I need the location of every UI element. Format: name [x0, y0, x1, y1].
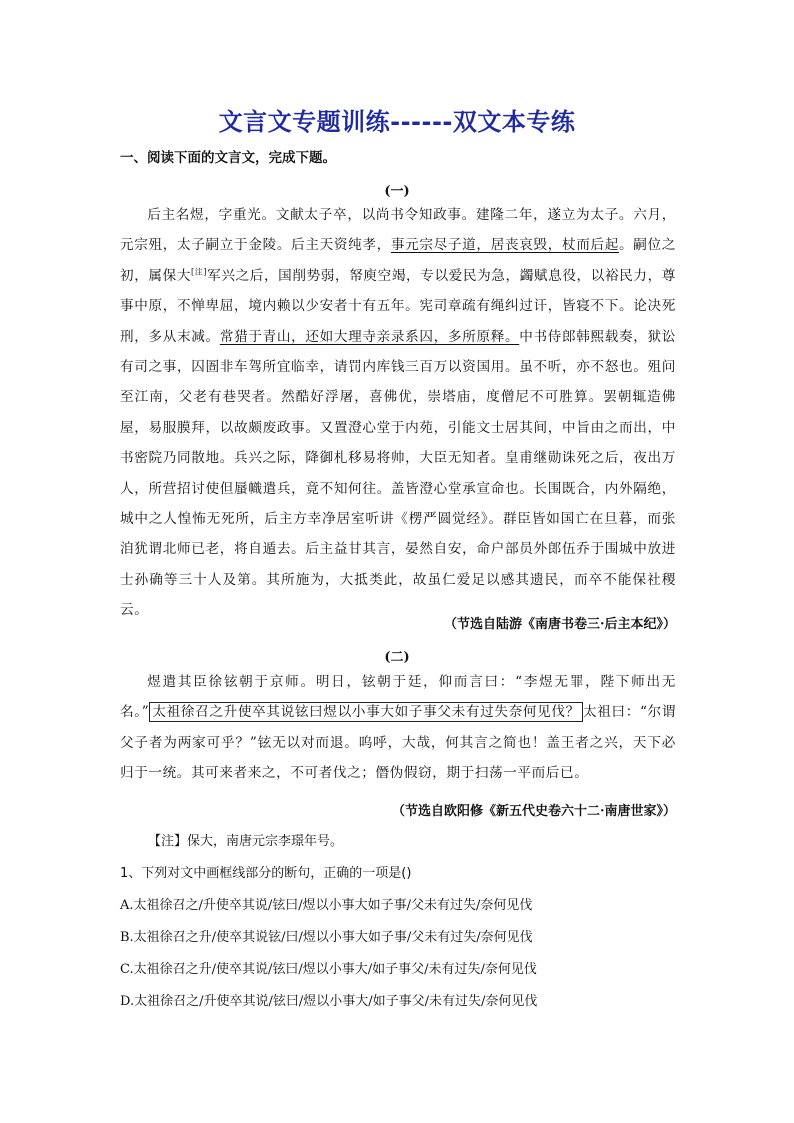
- text1-passage: [120, 200, 676, 626]
- text2-label: (二): [384, 650, 410, 665]
- option-a[interactable]: A.太祖徐召之/升使卒其说/铉曰/煜以小事大如子事/父未有过失/奈何见伐: [120, 898, 533, 913]
- text2-source: （节选自欧阳修《新五代史卷六十二·南唐世家》）: [391, 804, 676, 819]
- option-b[interactable]: B.太祖徐召之升/使卒其说铉/曰/煜以小事大如子事/父未有过失/奈何见伐: [120, 930, 533, 945]
- question-stem: 1、下列对文中画框线部分的断句，正确的一项是(): [120, 866, 412, 881]
- text1-label: (一): [384, 184, 410, 199]
- footnote: 【注】保大，南唐元宗李璟年号。: [148, 834, 344, 849]
- text1-underline-2: 常猎于青山，还如大理寺亲录系囚，多所原释。: [219, 328, 520, 345]
- text2-part-a: 煜遣其臣徐铉朝于京师。明日，铉朝于廷，仰而言曰：“李煜无罪，陛下师出无名。”: [120, 674, 676, 721]
- text1-part-b: 。嗣位之初，属保大: [120, 237, 676, 284]
- text2-part-b: 太祖曰：“尔谓父子者为两家可乎？”铉无以对而退。呜呼，大哉，何其言之简也！盖王者之兴，天下必归于一统。其可来者来之，不可者伐之；僭伪假窃，期于扫荡一平而后已。: [120, 704, 677, 782]
- text1-source: （节选自陆游《南唐书卷三·后主本纪》）: [443, 617, 676, 632]
- text2-passage: [120, 667, 676, 789]
- text1-part-c: 军兴之后，国削势弱，帑庾空竭，专以爱民为急，蠲赋息役，以裕民力，尊事中原，不惮卑屈，境内赖以少安者十有五年。宪司章疏有绳纠过讦，皆寝不下。论决死刑，多从末减。: [120, 267, 676, 345]
- text1-part-a: 后主名煜，字重光。文献太子卒，以尚书令知政事。建隆二年，遂立为太子。六月，元宗殂，太子嗣立于金陵。后主天资纯孝，: [120, 207, 676, 254]
- section-heading: 一、阅读下面的文言文，完成下题。: [120, 150, 336, 166]
- text1-part-d: 中书侍郎韩熙载奏，狱讼有司之事，囚圄非车驾所宜临幸，请罚内库钱三百万以资国用。虽不听，亦不怒也。殂问至江南，父老有巷哭者。然酷好浮屠，喜佛优，崇塔庙，度僧尼不可胜算。罢朝辄造佛屋，易服膜拜，以故颇废政事。又置澄心堂于内苑，引能文士居其间，中旨由之而出，中书密院乃同散地。兵兴之际，降御札移易将帅，大臣无知者。皇甫继勋诛死之后，夜出万人，所营招讨使但蜃幟遣兵，竟不知何往。盖皆澄心堂承宣命也。长围既合，内外隔绝，城中之人惶怖无死所，后主方幸净居室听讲《楞严圆觉经》。群臣皆如国亡在旦暮，而张洎犹谓北师已老，将自遁去。后主益甘其言，晏然自安，命户部员外郎伍乔于围城中放进士孙确等三十人及第。其所施为，大抵类此，故虽仁爱足以感其遗民，而卒不能保社稷云。: [120, 328, 676, 619]
- option-c[interactable]: C.太祖徐召之升/使卒其说/铉曰/煜以小事大/如子事父/未有过失/奈何见伐: [120, 962, 537, 977]
- note-marker: [注]: [191, 267, 208, 277]
- option-d[interactable]: D.太祖徐召之/升使卒其说/铉曰/煜以小事大/如子事父/未有过失/奈何见伐: [120, 994, 538, 1009]
- text2-boxed-sentence: 太祖徐召之升使卒其说铉曰煜以小事大如子事父未有过失奈何见伐？: [149, 702, 583, 722]
- text1-underline-1: 事元宗尽子道，居丧哀毁，杖而后起: [390, 237, 620, 254]
- page-title: 文言文专题训练------双文本专练: [218, 108, 576, 136]
